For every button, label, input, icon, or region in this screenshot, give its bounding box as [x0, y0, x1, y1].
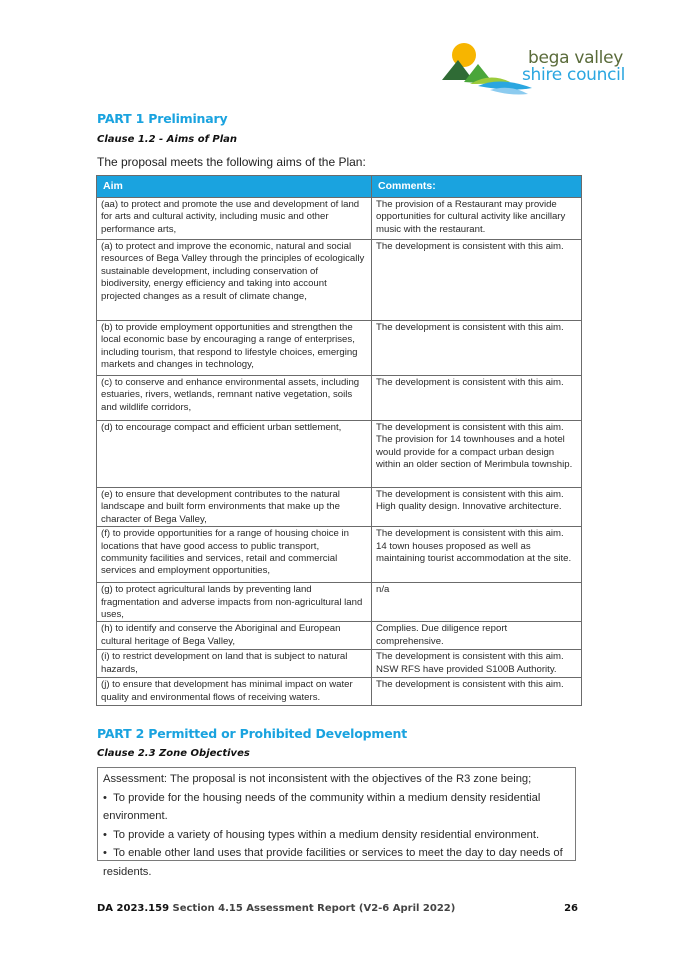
column-header-comments: Comments: — [372, 176, 582, 198]
footer-report-title: Section 4.15 Assessment Report (V2-6 April 2022) — [172, 903, 456, 914]
assessment-bullet: • To provide a variety of housing types within a medium density residential environment. — [103, 828, 540, 841]
bullet-icon: • — [103, 828, 114, 841]
comment-cell: n/a — [372, 583, 582, 622]
table-row — [97, 421, 582, 488]
part1-clause-title: Clause 1.2 - Aims of Plan — [97, 134, 238, 145]
landscape-logo-icon — [440, 38, 535, 98]
table-row — [97, 376, 582, 421]
part1-title: PART 1 Preliminary — [97, 111, 228, 126]
logo-text-line2: shire council — [522, 65, 626, 85]
comment-cell: The development is consistent with this aim. 14 town houses proposed as well as maintaining tourist accommodation at the site. — [372, 527, 582, 583]
table-row — [97, 488, 582, 527]
comment-cell: The development is consistent with this aim. The provision for 14 townhouses and a hotel would provide for a compact urban design within an older section of Merimbula township. — [372, 421, 582, 488]
aims-table-header — [97, 176, 582, 198]
comment-cell: The development is consistent with this aim. — [372, 321, 582, 376]
comment-cell: The development is consistent with this aim. — [372, 376, 582, 421]
aim-cell: (c) to conserve and enhance environmental assets, including estuaries, rivers, wetlands, remnant native vegetation, soils and wildlife corridors, — [97, 376, 372, 421]
comment-cell: The development is consistent with this aim. NSW RFS have provided S100B Authority. — [372, 650, 582, 678]
comment-cell: The development is consistent with this aim. — [372, 678, 582, 706]
page-footer — [97, 903, 580, 914]
column-header-aim: Aim — [97, 176, 372, 198]
aims-table — [96, 175, 582, 706]
table-row — [97, 583, 582, 622]
assessment-intro: Assessment: The proposal is not inconsistent with the objectives of the R3 zone being; — [103, 773, 532, 785]
assessment-bullet: • To enable other land uses that provide facilities or services to meet the day to day needs of residents. — [103, 847, 563, 878]
table-row — [97, 527, 582, 583]
comment-cell: The provision of a Restaurant may provide opportunities for cultural activity like ancillary music with the restaurant. — [372, 198, 582, 240]
aim-cell: (e) to ensure that development contributes to the natural landscape and built form environments that make up the character of Bega Valley, — [97, 488, 372, 527]
bullet-icon: • — [103, 791, 114, 804]
part2-clause-title: Clause 2.3 Zone Objectives — [97, 748, 250, 759]
aim-cell: (b) to provide employment opportunities and strengthen the local economic base by encouraging a range of enterprises, including tourism, that respond to lifestyle choices, emerging markets and changes in technology, — [97, 321, 372, 376]
page-number: 26 — [564, 903, 578, 914]
table-row — [97, 321, 582, 376]
aim-cell: (h) to identify and conserve the Aboriginal and European cultural heritage of Bega Valley, — [97, 622, 372, 650]
part2-title: PART 2 Permitted or Prohibited Development — [97, 726, 407, 741]
table-row — [97, 198, 582, 240]
table-row — [97, 622, 582, 650]
part1-intro: The proposal meets the following aims of the Plan: — [97, 155, 366, 169]
comment-cell: The development is consistent with this aim. — [372, 240, 582, 321]
aim-cell: (f) to provide opportunities for a range of housing choice in locations that have good access to public transport, community facilities and services, retail and commercial services and employment opportunities, — [97, 527, 372, 583]
aim-cell: (d) to encourage compact and efficient urban settlement, — [97, 421, 372, 488]
table-row — [97, 678, 582, 706]
bullet-icon: • — [103, 847, 114, 860]
aim-cell: (a) to protect and improve the economic, natural and social resources of Bega Valley through the principles of ecologically sustainable development, including conservation of biodiversity, energy efficiency and taking into account projected changes as a result of climate change, — [97, 240, 372, 321]
aim-cell: (g) to protect agricultural lands by preventing land fragmentation and adverse impacts from non-agricultural land uses, — [97, 583, 372, 622]
comment-cell: Complies. Due diligence report comprehensive. — [372, 622, 582, 650]
aim-cell: (aa) to protect and promote the use and development of land for arts and cultural activity, including music and other performance arts, — [97, 198, 372, 240]
table-row — [97, 240, 582, 321]
aim-cell: (j) to ensure that development has minimal impact on water quality and environmental flows of receiving waters. — [97, 678, 372, 706]
comment-cell: The development is consistent with this aim. High quality design. Innovative architecture. — [372, 488, 582, 527]
logo-text-line1: bega valley — [528, 48, 624, 68]
aim-cell: (i) to restrict development on land that is subject to natural hazards, — [97, 650, 372, 678]
footer-doc-id: DA 2023.159 — [97, 903, 170, 914]
zone-objectives-assessment — [97, 767, 576, 878]
assessment-bullet: • To provide for the housing needs of the community within a medium density residential environment. — [103, 791, 541, 823]
council-logo — [440, 38, 655, 98]
table-row — [97, 650, 582, 678]
